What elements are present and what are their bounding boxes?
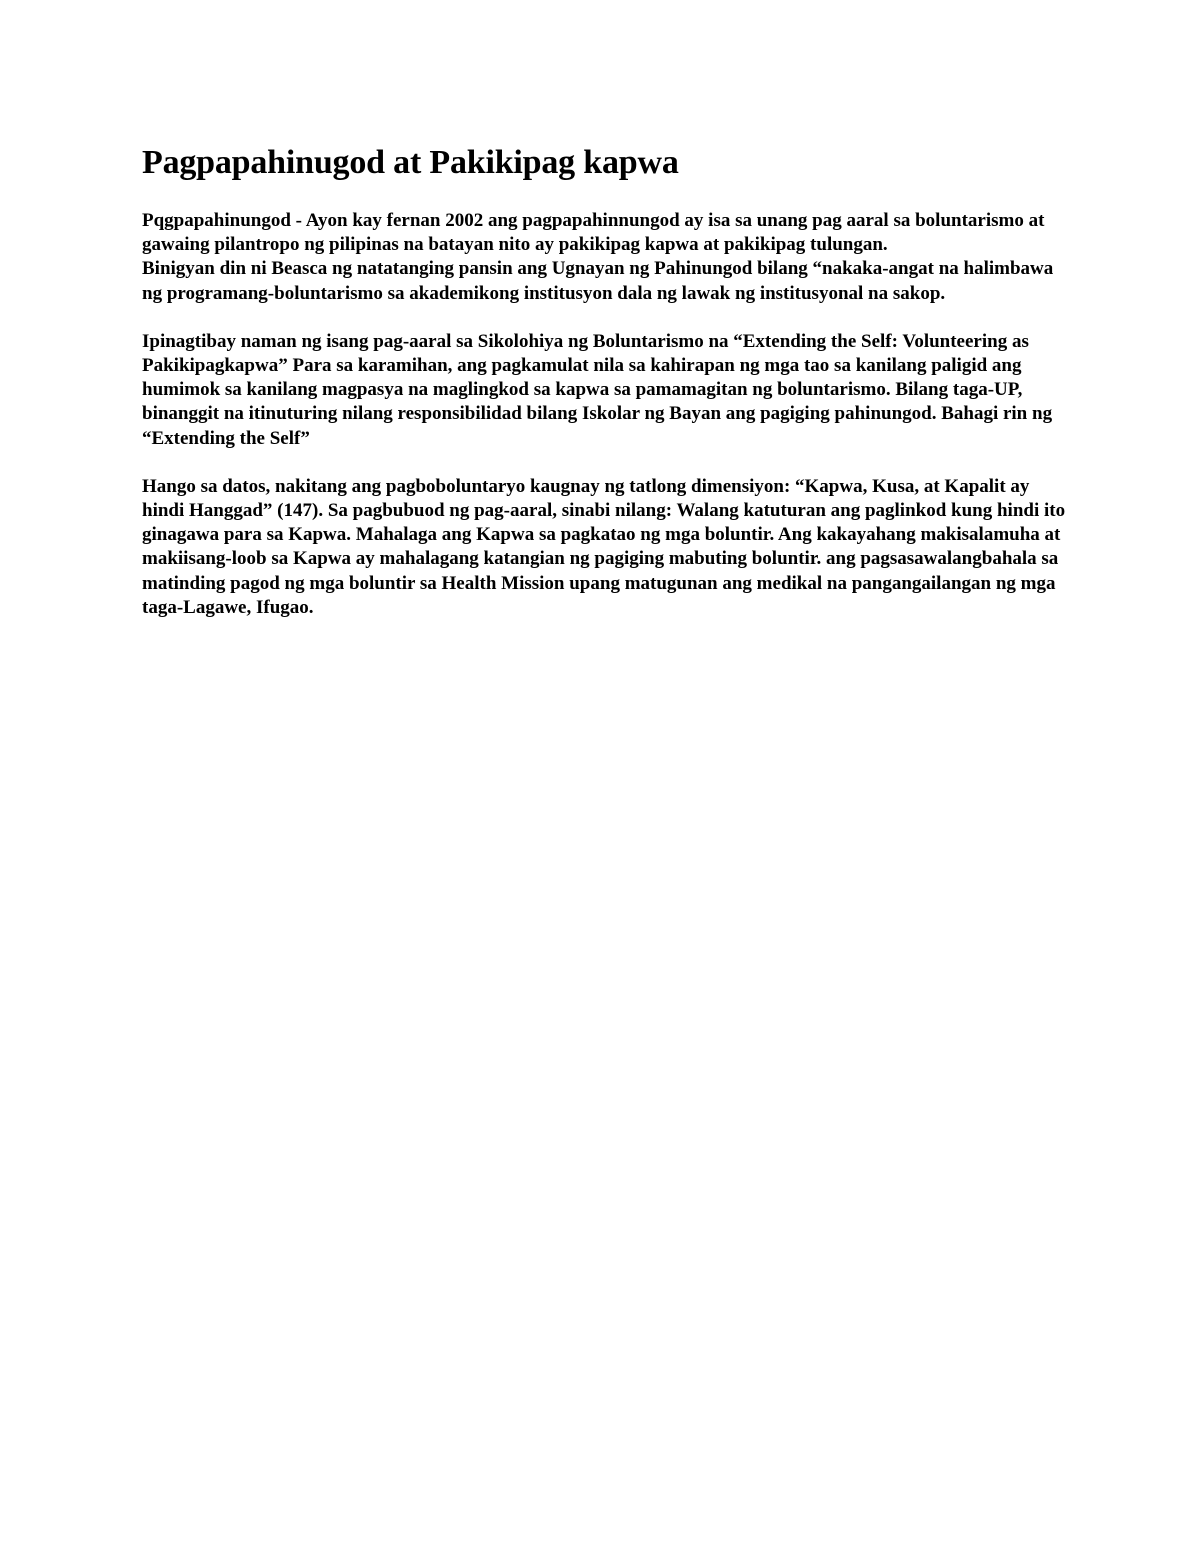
paragraph-datos: Hango sa datos, nakitang ang pagboboluntaryo kaugnay ng tatlong dimensiyon: “Kapwa, Kusa, at Kapalit ay hindi Hanggad” (147). Sa pagbubuod ng pag-aaral, sinabi nilang: Walang katuturan ang paglinkod kung hindi ito ginagawa para sa Kapwa. Mahalaga ang Kapwa sa pagkatao ng mga boluntir. Ang kakayahang makisalamuha at makiisang-loob sa Kapwa ay mahalagang katangian ng pagiging mabuting boluntir. ang pagsasawalangbahala sa matinding pagod ng mga boluntir sa Health Mission upang matugunan ang medikal na pangangailangan ng mga taga-Lagawe, Ifugao. [142, 475, 1066, 618]
paragraph-beasca: Binigyan din ni Beasca ng natatanging pansin ang Ugnayan ng Pahinungod bilang “nakaka-angat na halimbawa ng programang-boluntarismo sa akademikong institusyon dala ng lawak ng institusyonal na sakop. [142, 258, 1054, 304]
paragraph-spacer [142, 451, 1072, 475]
paragraph-extending-the-self: Ipinagtibay naman ng isang pag-aaral sa Sikolohiya ng Boluntarismo na “Extending the Self: Volunteering as Pakikipagkapwa” Para sa karamihan, ang pagkamulat nila sa kahirapan ng mga tao sa kanilang paligid ang humimok sa kanilang magpasya na maglingkod sa kapwa sa pamamagitan ng boluntarismo. Bilang taga-UP, binanggit na itinuturing nilang responsibilidad bilang Iskolar ng Bayan ang pagiging pahinungod. Bahagi rin ng “Extending the Self” [142, 330, 1053, 449]
paragraph-pagpapahinungod-definition: Pqgpapahinungod - Ayon kay fernan 2002 ang pagpapahinnungod ay isa sa unang pag aaral sa boluntarismo at gawaing pilantropo ng pilipinas na batayan nito ay pakikipag kapwa at pakikipag tulungan. [142, 210, 1045, 256]
document-body [142, 143, 1072, 620]
page-title: Pagpapahinugod at Pakikipag kapwa [142, 144, 679, 181]
paragraph-spacer [142, 306, 1072, 330]
